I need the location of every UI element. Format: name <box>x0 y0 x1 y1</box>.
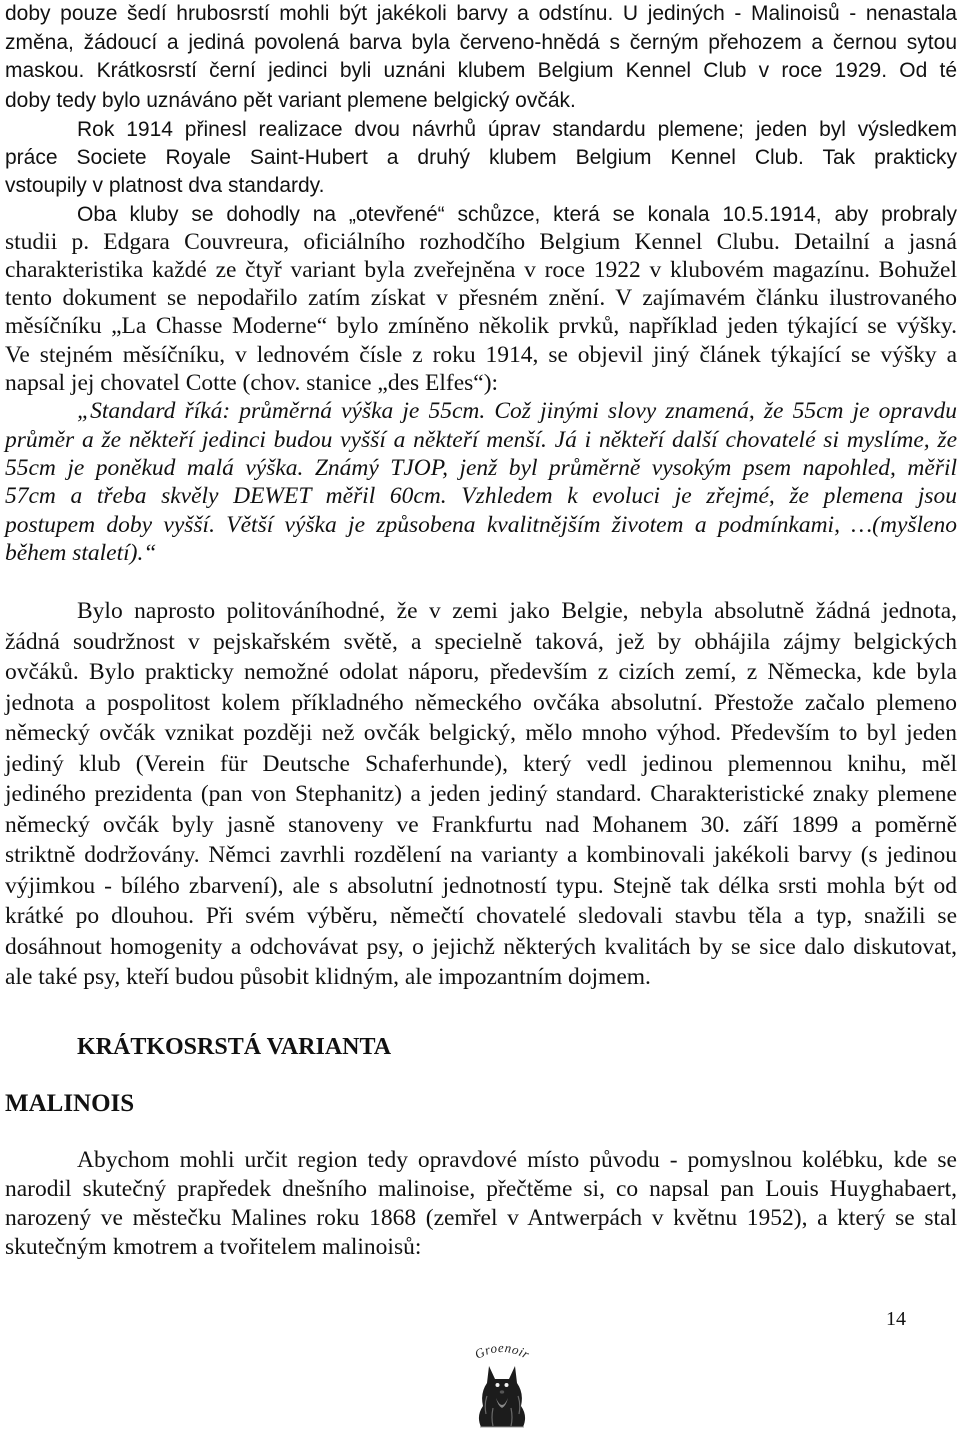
text-line: 57cm a třeba skvěly DEWET měřil 60cm. Vzhledem k evoluci je zřejmé, že plemena jsou <box>5 483 957 509</box>
text-line: Oba kluby se dohodly na „otevřené“ schůzce, která se konala 10.5.1914, aby probraly <box>77 203 957 226</box>
text-line: napsal jej chovatel Cotte (chov. stanice „des Elfes“): <box>5 370 499 396</box>
page-number: 14 <box>886 1308 906 1330</box>
text-line: maskou. Krátkosrstí černí jedinci byli uznáni klubem Belgium Kennel Club v roce 1929. Od té <box>5 59 957 82</box>
text-line: doby tedy bylo uznáváno pět variant plemene belgický ovčák. <box>5 89 576 112</box>
text-line: charakteristika každé ze čtyř variant byla zveřejněna v roce 1922 v klubovém magazínu. Bohužel <box>5 257 957 283</box>
logo-text: Groenoir <box>472 1339 533 1362</box>
text-line: ovčáků. Bylo prakticky nemožné odolat náporu, především z cizích zemí, z Německa, kde byla <box>5 659 957 685</box>
text-line: práce Societe Royale Saint-Hubert a druhý klubem Belgium Kennel Club. Tak prakticky <box>5 146 957 169</box>
text-line: průměr a že někteří jedinci budou vyšší a někteří menší. Já i někteří další chovatelé si myslíme, že <box>5 427 957 453</box>
text-line: žádná soudržnost v pejskařském světě, a specielně taková, jež by obhájila zájmy belgických <box>5 629 957 655</box>
text-line: Rok 1914 přinesl realizace dvou návrhů úprav standardu plemene; jeden byl výsledkem <box>77 118 957 141</box>
text-line: dosáhnout homogenity a odchovávat psy, o jejichž některých kvalitách by se sice dalo diskutovat, <box>5 934 957 960</box>
svg-text:Groenoir <box>472 1340 533 1362</box>
text-line: Ve stejném měsíčníku, v lednovém čísle z roku 1914, se objevil jiný článek týkající se výšky a <box>5 342 957 368</box>
subsection-heading: MALINOIS <box>5 1090 135 1117</box>
dog-nose <box>500 1390 504 1393</box>
text-line: tento dokument se nepodařilo zatím získat v přesném znění. V zajímavém článku ilustrovaného <box>5 285 957 311</box>
text-line: změna, žádoucí a jediná povolená barva byla červeno-hnědá s černým přehozem a černou sytou <box>5 31 957 54</box>
text-line: Abychom mohli určit region tedy opravdové místo původu - pomyslnou kolébku, kde se <box>77 1147 957 1173</box>
text-line: krátké po dlouhou. Při svém výběru, němečtí chovatelé sledovali stavbu těla a typ, snažili se <box>5 903 957 929</box>
text-line: výjimkou - bílého zbarvení), ale s absolutní jednotností typu. Stejně tak délka srsti mohla být od <box>5 873 957 899</box>
text-line: německý ovčák byly jasně stanoveny ve Frankfurtu nad Mohanem 30. září 1899 a poměrně <box>5 812 957 838</box>
text-line: během staletí).“ <box>5 540 157 566</box>
text-line: narodil skutečný prapředek dnešního malinoise, přečtěme si, co napsal pan Louis Huyghabaert, <box>5 1176 957 1202</box>
text-line: doby pouze šedí hrubosrstí mohli být jakékoli barvy a odstínu. U jediných - Malinoisů - nenastala <box>5 2 957 25</box>
text-line: striktně dodržovány. Němci zavrhli rozdělení na varianty a kombinovali jakékoli barvy (s jedinou <box>5 842 957 868</box>
text-line: jediný klub (Verein für Deutsche Schaferhunde), který vedl jedinou plemennou knihu, měl <box>5 751 957 777</box>
text-line: 55cm je poněkud malá výška. Známý TJOP, jenž byl průměrně vysokým psem napohled, měřil <box>5 455 957 481</box>
groenoir-logo <box>460 1336 544 1430</box>
text-line: Bylo naprosto politováníhodné, že v zemi jako Belgie, nebyla absolutně žádná jednota, <box>77 598 957 624</box>
section-heading: KRÁTKOSRSTÁ VARIANTA <box>77 1034 392 1060</box>
text-line: ale také psy, kteří budou působit klidným, ale impozantním dojmem. <box>5 964 651 990</box>
text-line: jediného prezidenta (pan von Stephanitz) a jeden jediný standard. Charakteristické znaky plemene <box>5 781 957 807</box>
text-line: jednota a pospolitost kolem příkladného německého ovčáka absolutní. Přestože začalo plemeno <box>5 690 957 716</box>
text-line: postupem doby vyšší. Větší výška je způsobena kvalitnějším životem a podmínkami, …(myšleno <box>5 512 957 538</box>
text-line: německý ovčák vznikat později než ovčák belgický, mělo mnoho výhod. Především to byl jeden <box>5 720 957 746</box>
dog-eye <box>505 1383 509 1387</box>
text-line: „Standard říká: průměrná výška je 55cm. Což jinými slovy znamená, že 55cm je opravdu <box>77 398 957 424</box>
text-line: měsíčníku „La Chasse Moderne“ bylo zmíněno několik prvků, například jeden týkající se výšky. <box>5 313 957 339</box>
dog-illustration <box>460 1336 544 1430</box>
text-line: vstoupily v platnost dva standardy. <box>5 174 325 197</box>
text-line: narozený ve městečku Malines roku 1868 (zemřel v Antwerpách v květnu 1952), a který se stal <box>5 1205 957 1231</box>
dog-eye <box>496 1383 500 1387</box>
text-line: skutečným kmotrem a tvořitelem malinoisů: <box>5 1234 422 1260</box>
text-line: studii p. Edgara Couvreura, oficiálního rozhodčího Belgium Kennel Clubu. Detailní a jasná <box>5 229 957 255</box>
